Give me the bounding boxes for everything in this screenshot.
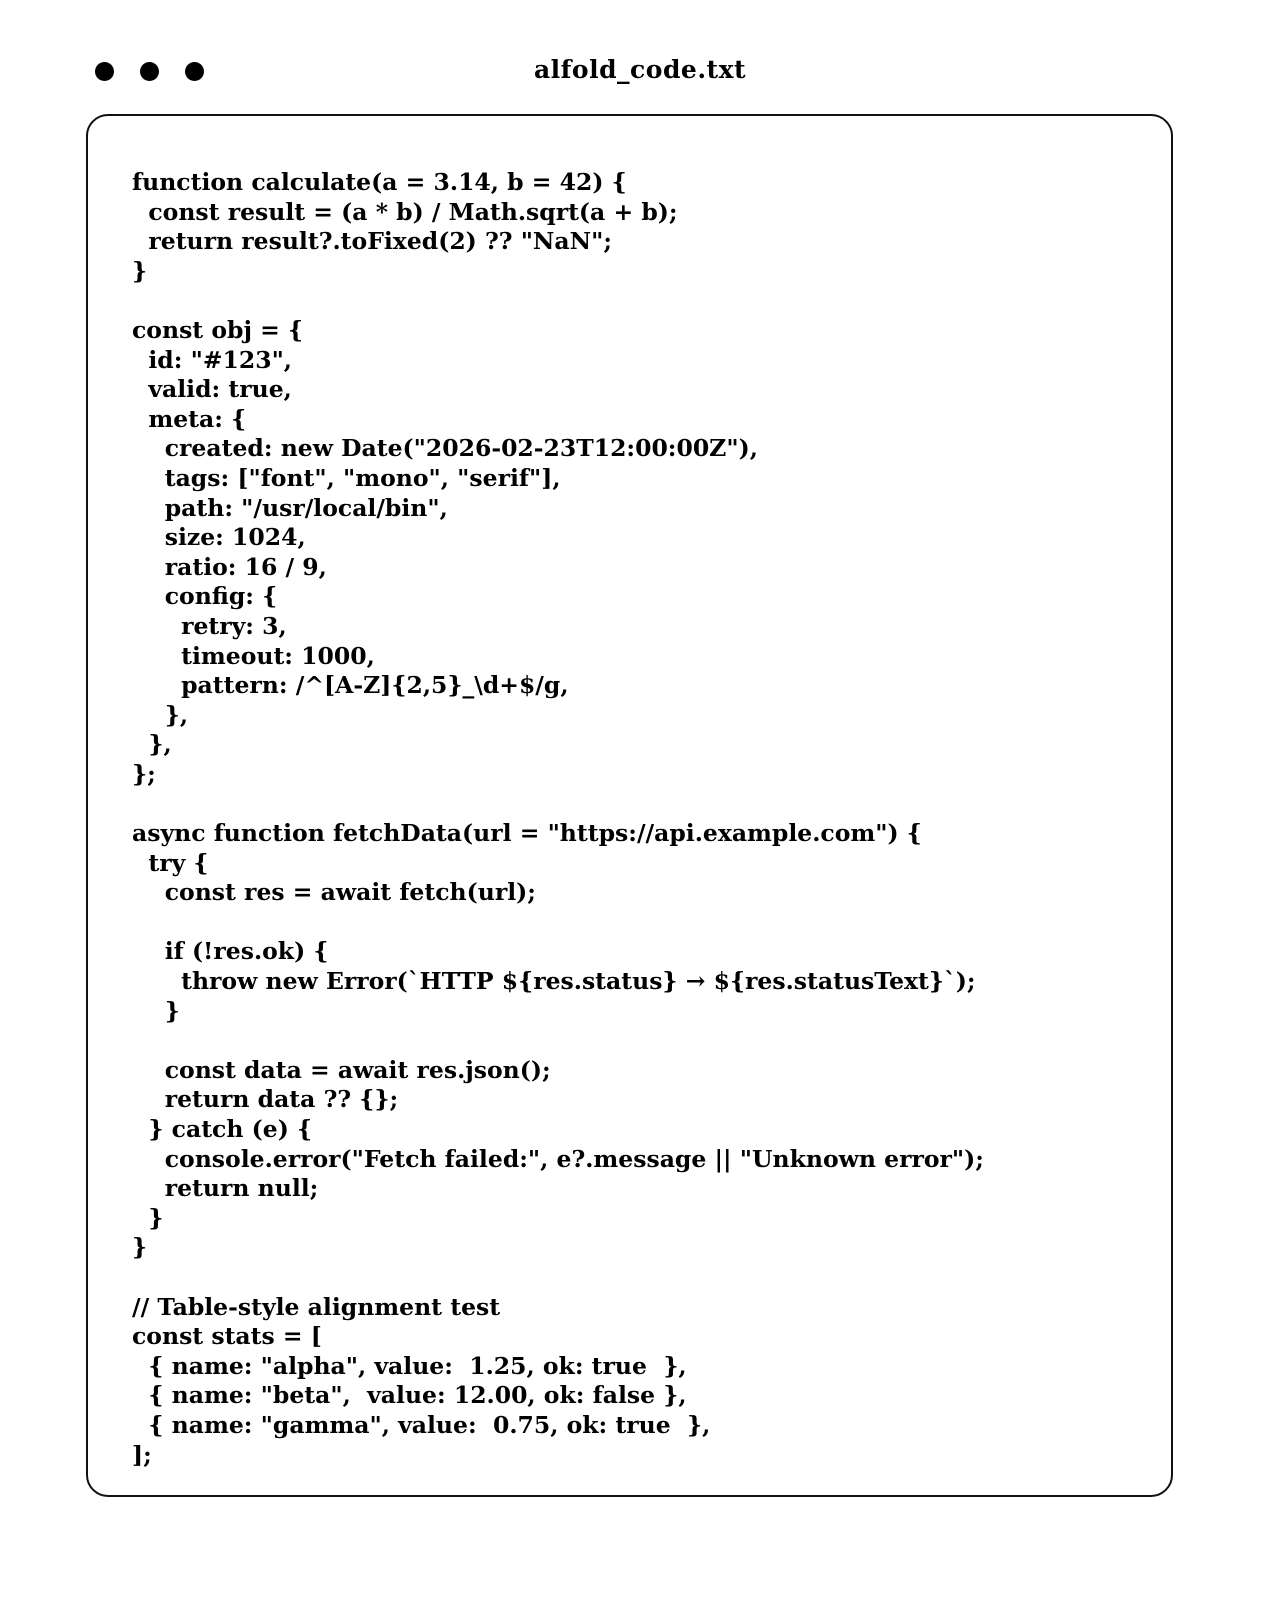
code-line: retry: 3, xyxy=(132,611,287,640)
code-line: // Table-style alignment test xyxy=(132,1292,501,1321)
code-line: ]; xyxy=(132,1440,152,1469)
code-line: return null; xyxy=(132,1174,319,1203)
code-line: if (!res.ok) { xyxy=(132,937,329,966)
code-line: config: { xyxy=(132,582,278,611)
code-line: } xyxy=(132,1233,148,1262)
code-line: } xyxy=(132,996,180,1025)
code-line: const stats = [ xyxy=(132,1322,322,1351)
code-line: timeout: 1000, xyxy=(132,641,375,670)
code-card xyxy=(86,114,1173,1497)
code-line: valid: true, xyxy=(132,375,292,404)
code-line: return result?.toFixed(2) ?? "NaN"; xyxy=(132,227,613,256)
code-line: { name: "gamma", value: 0.75, ok: true }, xyxy=(132,1410,711,1439)
code-line xyxy=(132,1263,984,1293)
code-line: throw new Error(`HTTP ${res.status} → ${res.statusText}`); xyxy=(132,967,976,996)
code-line: } xyxy=(132,1203,164,1232)
window-title: alfold_code.txt xyxy=(533,55,747,84)
code-line: created: new Date("2026-02-23T12:00:00Z"), xyxy=(132,434,758,463)
code-line: path: "/usr/local/bin", xyxy=(132,493,448,522)
code-line: try { xyxy=(132,848,209,877)
code-line: } xyxy=(132,256,148,285)
code-line: const data = await res.json(); xyxy=(132,1055,551,1084)
code-line: }, xyxy=(132,700,189,729)
code-line: } catch (e) { xyxy=(132,1115,313,1143)
code-line xyxy=(132,789,984,819)
code-line: }, xyxy=(132,730,172,759)
code-line: ratio: 16 / 9, xyxy=(132,552,327,581)
code-line xyxy=(132,286,984,316)
code-line xyxy=(132,1026,984,1056)
code-line: pattern: /^[A-Z]{2,5}_\d+$/g, xyxy=(132,671,569,700)
code-line: meta: { xyxy=(132,404,247,433)
code-line: { name: "beta", value: 12.00, ok: false }, xyxy=(132,1381,687,1410)
code-line: tags: ["font", "mono", "serif"], xyxy=(132,463,561,492)
code-line: id: "#123", xyxy=(132,345,292,374)
code-line: const obj = { xyxy=(132,315,304,344)
code-line: return data ?? {}; xyxy=(132,1085,399,1114)
code-line: console.error("Fetch failed:", e?.message || "Unknown error"); xyxy=(132,1144,984,1173)
code-line: size: 1024, xyxy=(132,523,306,552)
window-chrome xyxy=(0,0,1280,112)
code-line: function calculate(a = 3.14, b = 42) { xyxy=(132,168,627,196)
code-line xyxy=(132,908,984,938)
code-content[interactable] xyxy=(132,168,984,1470)
code-line: }; xyxy=(132,759,156,788)
code-line: { name: "alpha", value: 1.25, ok: true }, xyxy=(132,1351,687,1380)
code-line: const result = (a * b) / Math.sqrt(a + b); xyxy=(132,197,678,226)
code-line: const res = await fetch(url); xyxy=(132,878,536,907)
code-line: async function fetchData(url = "https://api.example.com") { xyxy=(132,819,922,848)
